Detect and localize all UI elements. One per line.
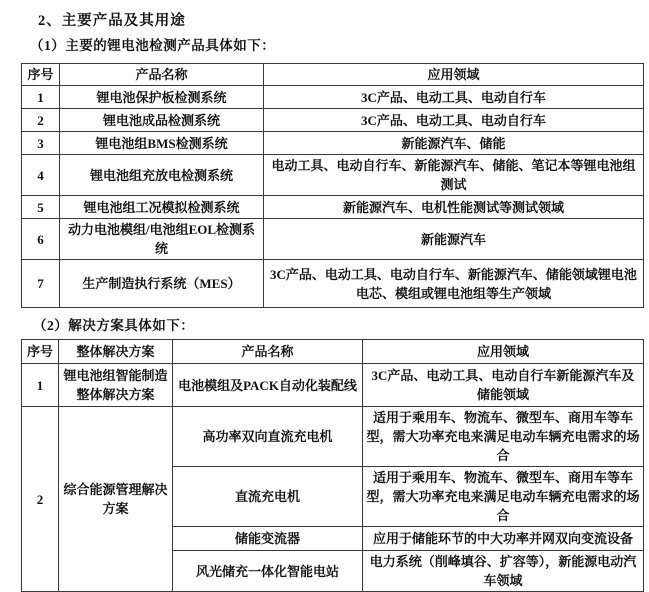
products-table [21, 63, 644, 308]
cell-product: 高功率双向直流充电机 [173, 407, 363, 467]
products-table-header-row [22, 64, 644, 86]
table-row [22, 196, 644, 219]
cell-no: 2 [22, 407, 59, 592]
cell-application: 3C产品、电动工具、电动自行车、新能源汽车、储能领域锂电池电芯、模组或锂电池组等生产领域 [264, 260, 644, 308]
header-product-name: 产品名称 [173, 340, 363, 364]
cell-application: 3C产品、电动工具、电动自行车 [264, 109, 644, 132]
cell-no: 6 [22, 219, 60, 260]
section-heading: 2、主要产品及其用途 [38, 13, 186, 29]
cell-application: 新能源汽车 [264, 219, 644, 260]
cell-solution: 综合能源管理解决方案 [59, 407, 173, 592]
cell-application: 新能源汽车、电机性能测试等测试领域 [264, 196, 644, 219]
header-product-name: 产品名称 [60, 64, 264, 86]
table-row [22, 109, 644, 132]
cell-no: 5 [22, 196, 60, 219]
cell-application: 电动工具、电动自行车、新能源汽车、储能、笔记本等锂电池组测试 [264, 155, 644, 196]
table-row [22, 86, 644, 109]
solutions-table-header-row [22, 340, 644, 364]
cell-product: 储能变流器 [173, 527, 363, 551]
cell-product: 锂电池组工况模拟检测系统 [60, 196, 264, 219]
cell-no: 3 [22, 132, 60, 155]
cell-product: 风光储充一体化智能电站 [173, 551, 363, 592]
cell-application: 新能源汽车、储能 [264, 132, 644, 155]
solutions-table [21, 339, 644, 592]
cell-no: 7 [22, 260, 60, 308]
cell-product: 动力电池模组/电池组EOL检测系统 [60, 219, 264, 260]
table-row [22, 155, 644, 196]
table-row [22, 260, 644, 308]
cell-product: 生产制造执行系统（MES） [60, 260, 264, 308]
cell-application: 适用于乘用车、物流车、微型车、商用车等车型，需大功率充电来满足电动车辆充电需求的场合 [363, 467, 644, 527]
cell-product: 锂电池保护板检测系统 [60, 86, 264, 109]
cell-application: 电力系统（削峰填谷、扩容等），新能源电动汽车领域 [363, 551, 644, 592]
cell-application: 3C产品、电动工具、电动自行车新能源汽车及储能领域 [363, 364, 644, 407]
cell-no: 1 [22, 364, 59, 407]
header-no: 序号 [22, 64, 60, 86]
cell-product: 锂电池成品检测系统 [60, 109, 264, 132]
header-application: 应用领域 [264, 64, 644, 86]
table-row [22, 364, 644, 407]
document-page [0, 12, 649, 588]
cell-application: 适用于乘用车、物流车、微型车、商用车等车型，需大功率充电来满足电动车辆充电需求的场合 [363, 407, 644, 467]
cell-application: 3C产品、电动工具、电动自行车 [264, 86, 644, 109]
table-row [22, 219, 644, 260]
table-row [22, 132, 644, 155]
cell-solution: 锂电池组智能制造整体解决方案 [59, 364, 173, 407]
cell-no: 1 [22, 86, 60, 109]
cell-product: 电池模组及PACK自动化装配线 [173, 364, 363, 407]
header-no: 序号 [22, 340, 59, 364]
header-solution: 整体解决方案 [59, 340, 173, 364]
cell-product: 直流充电机 [173, 467, 363, 527]
table-row [22, 407, 644, 467]
solutions-intro: （2）解决方案具体如下： [33, 318, 195, 333]
cell-application: 应用于储能环节的中大功率并网双向变流设备 [363, 527, 644, 551]
cell-no: 2 [22, 109, 60, 132]
cell-no: 4 [22, 155, 60, 196]
cell-product: 锂电池组BMS检测系统 [60, 132, 264, 155]
cell-product: 锂电池组充放电检测系统 [60, 155, 264, 196]
header-application: 应用领域 [363, 340, 644, 364]
products-intro: （1）主要的锂电池检测产品具体如下： [30, 38, 276, 53]
